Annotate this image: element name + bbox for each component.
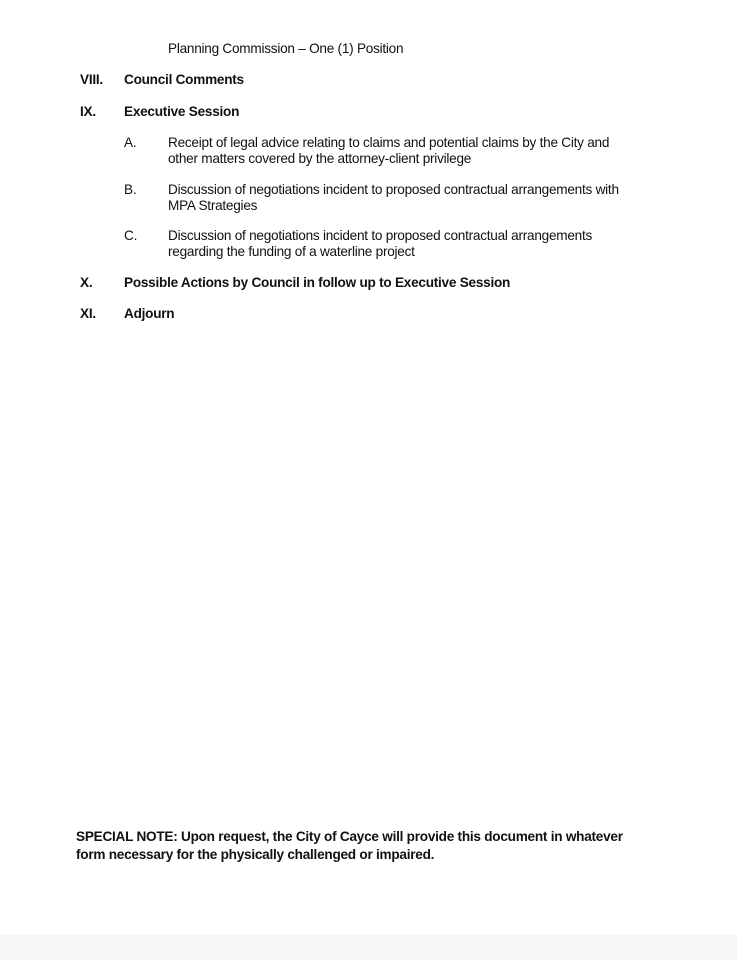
item-letter: A. [124,135,137,150]
section-title: Possible Actions by Council in follow up to Executive Session [124,275,511,290]
section-numeral: VIII. [80,72,103,87]
item-text-line: Receipt of legal advice relating to claims and potential claims by the City and [168,135,610,150]
section-numeral: IX. [80,104,96,119]
item-letter: C. [124,228,138,243]
section-title: Adjourn [124,306,175,321]
special-note-line: SPECIAL NOTE: Upon request, the City of Cayce will provide this document in whatever [76,829,623,844]
page-bottom-edge [0,935,737,960]
planning-commission-line: Planning Commission – One (1) Position [168,41,404,56]
section-numeral: X. [80,275,93,290]
section-numeral: XI. [80,306,96,321]
item-text-line: Discussion of negotiations incident to proposed contractual arrangements with [168,182,619,197]
item-text-line: other matters covered by the attorney-client privilege [168,151,472,166]
item-text-line: MPA Strategies [168,198,258,213]
special-note-line: form necessary for the physically challenged or impaired. [76,847,435,862]
item-letter: B. [124,182,137,197]
section-title: Council Comments [124,72,244,87]
section-title: Executive Session [124,104,240,119]
item-text-line: Discussion of negotiations incident to proposed contractual arrangements [168,228,593,243]
item-text-line: regarding the funding of a waterline project [168,244,415,259]
